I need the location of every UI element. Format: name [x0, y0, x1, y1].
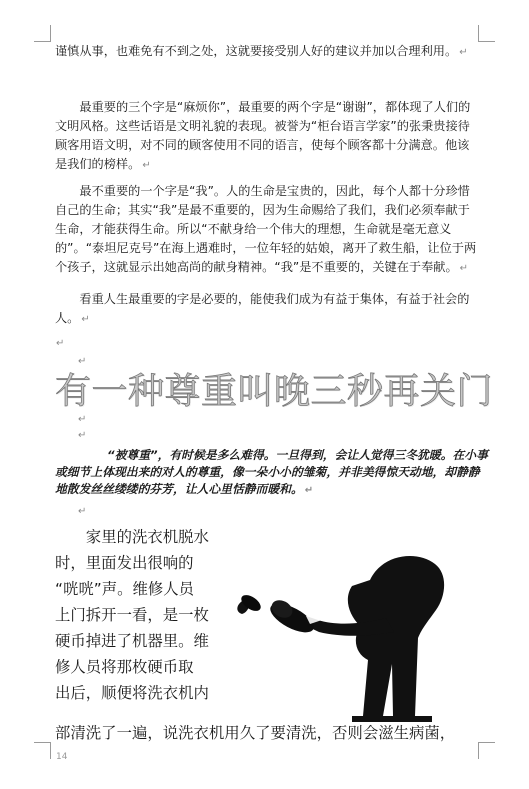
- crop-mark-bottom-left: [34, 742, 51, 759]
- story-line: 修人员将那枚硬币取: [55, 658, 194, 676]
- paragraph-me: [55, 182, 480, 278]
- paragraph-thanks: [55, 98, 480, 175]
- paragraph-mark: ↵: [81, 314, 90, 325]
- empty-paragraph-mark: ↵: [56, 338, 65, 349]
- paragraph-text: 谨慎从事，也难免有不到之处，这就要接受别人好的建议并加以合理利用。: [55, 44, 458, 58]
- crop-mark-top-left: [34, 25, 51, 42]
- paragraph-mark: ↵: [459, 263, 469, 274]
- paragraph-mark: ↵: [304, 485, 314, 496]
- empty-paragraph-mark: ↵: [78, 430, 87, 441]
- story-line: 家里的洗衣机脱水: [85, 528, 209, 546]
- story-column: [55, 524, 225, 706]
- paragraph-mark: ↵: [142, 160, 151, 171]
- bowing-man-silhouette-image: [232, 540, 482, 725]
- paragraph-text: 最不重要的一个字是“我”。人的生命是宝贵的，因此，每个人都十分珍惜自己的生命；其实“我”是最不重要的，因为生命赐给了我们，我们必须奉献于生命，才能获得生命。所以“不献身给一个伟大的理想，生命就是毫无意义的”。“泰坦尼克号”在海上遇难时，一位年轻的姑娘，离开了救生船，让位于两个孩子，这就显示出她高尚的献身精神。“我”是不重要的，关键在于奉献。: [55, 184, 477, 274]
- paragraph-text: 最重要的三个字是“麻烦你”，最重要的两个字是“谢谢”，都体现了人们的文明风格。这些话语是文明礼貌的表现。被誉为“柜台语言学家”的张秉贵接待顾客用语文明，对不同的顾客使用不同的语言，使每个顾客都十分满意。他该是我们的榜样。: [55, 100, 471, 171]
- quote-text: “被尊重”，有时候是多么难得。一旦得到，会让人觉得三冬犹暖。在小事或细节上体现出来的对人的尊重，像一朵小小的雏菊，并非美得惊天动地，却静静地散发丝丝缕缕的芬芳，让人心里恬静而暖和。: [55, 448, 488, 496]
- story-line: 硬币掉进了机器里。维: [55, 632, 209, 650]
- paragraph-summary: [55, 290, 480, 329]
- empty-paragraph-mark: ↵: [78, 506, 87, 517]
- article-headline: 有一种尊重叫晚三秒再关门: [55, 371, 494, 412]
- crop-mark-top-right: [478, 25, 495, 42]
- paragraph-continued: [55, 42, 480, 62]
- page-number: 14: [56, 752, 68, 762]
- story-line: “咣咣”声。维修人员: [55, 580, 195, 598]
- story-line: 上门拆开一看，是一枚: [55, 606, 209, 624]
- paragraph-mark: ↵: [459, 47, 468, 58]
- intro-quote: [55, 447, 490, 499]
- story-line: 出后，顺便将洗衣机内: [55, 684, 209, 702]
- empty-paragraph-mark: ↵: [78, 414, 87, 425]
- story-line-full: 部清洗了一遍，说洗衣机用久了要清洗，否则会滋生病菌，: [55, 724, 456, 742]
- story-line: 时，里面发出很响的: [55, 554, 194, 572]
- paragraph-text: 看重人生最重要的字是必要的，能使我们成为有益于集体，有益于社会的人。: [55, 292, 470, 325]
- empty-paragraph-mark: ↵: [78, 356, 87, 367]
